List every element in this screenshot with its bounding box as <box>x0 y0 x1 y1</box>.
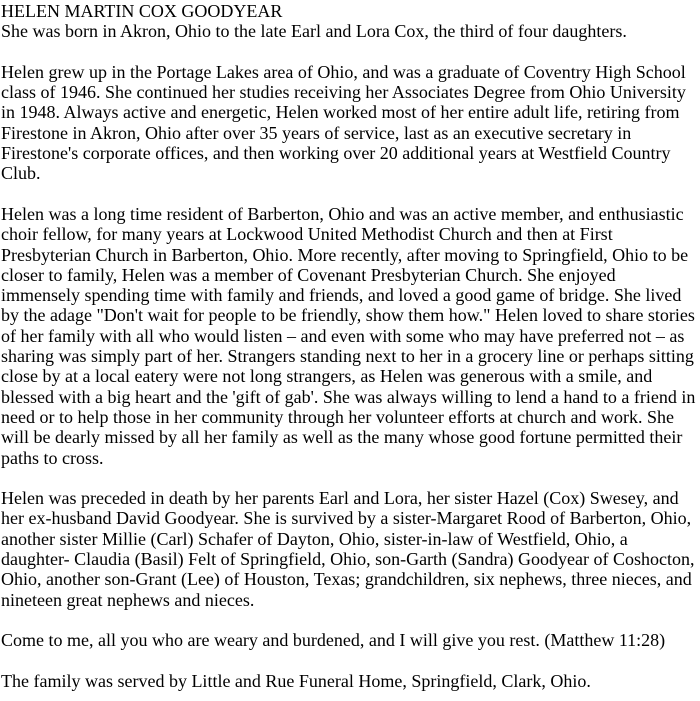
paragraph-early-life: Helen grew up in the Portage Lakes area of Ohio, and was a graduate of Coventry High School class of 1946. She continued her studies receiving her Associates Degree from Ohio University in 1948. Always active and energetic, Helen worked most of her entire adult life, retiring from Firestone in Akron, Ohio after over 35 years of service, last as an executive secretary in Firestone's corporate offices, and then working over 20 additional years at Westfield Country Club. <box>1 61 686 184</box>
paragraph-life-story: Helen was a long time resident of Barberton, Ohio and was an active member, and enthusiastic choir fellow, for many years at Lockwood United Methodist Church and then at First Presbyterian Church in Barberton, Ohio. More recently, after moving to Springfield, Ohio to be closer to family, Helen was a member of Covenant Presbyterian Church. She enjoyed immensely spending time with family and friends, and loved a good game of bridge. She lived by the adage "Don't wait for people to be friendly, show them how." Helen loved to share stories of her family with all who would listen – and even with some who may have preferred not – as sharing was simply part of her. Strangers standing next to her in a grocery line or perhaps sitting close by at a local eatery were not long strangers, as Helen was generous with a smile, and blessed with a big heart and the 'gift of gab'. She was always willing to lend a hand to a friend in need or to help those in her community through her volunteer efforts at church and work. She will be dearly missed by all her family as well as the many whose good fortune permitted their paths to cross. <box>1 203 696 468</box>
paragraph-scripture-quote: Come to me, all you who are weary and burdened, and I will give you rest. (Matthew 11:28) <box>1 630 666 651</box>
document-title: HELEN MARTIN COX GOODYEAR <box>1 1 283 21</box>
paragraph-funeral-home: The family was served by Little and Rue Funeral Home, Springfield, Clark, Ohio. <box>1 670 591 691</box>
paragraph-birth: She was born in Akron, Ohio to the late Earl and Lora Cox, the third of four daughters. <box>1 21 627 42</box>
paragraph-family-survivors: Helen was preceded in death by her parents Earl and Lora, her sister Hazel (Cox) Swesey, and her ex-husband David Goodyear. She is survived by a sister-Margaret Rood of Barberton, Ohio, another sister Millie (Carl) Schafer of Dayton, Ohio, sister-in-law of Westfield, Ohio, a daughter- Claudia (Basil) Felt of Springfield, Ohio, son-Garth (Sandra) Goodyear of Coshocton, Ohio, another son-Grant (Lee) of Houston, Texas; grandchildren, six nephews, three nieces, and nineteen great nephews and nieces. <box>1 488 695 610</box>
